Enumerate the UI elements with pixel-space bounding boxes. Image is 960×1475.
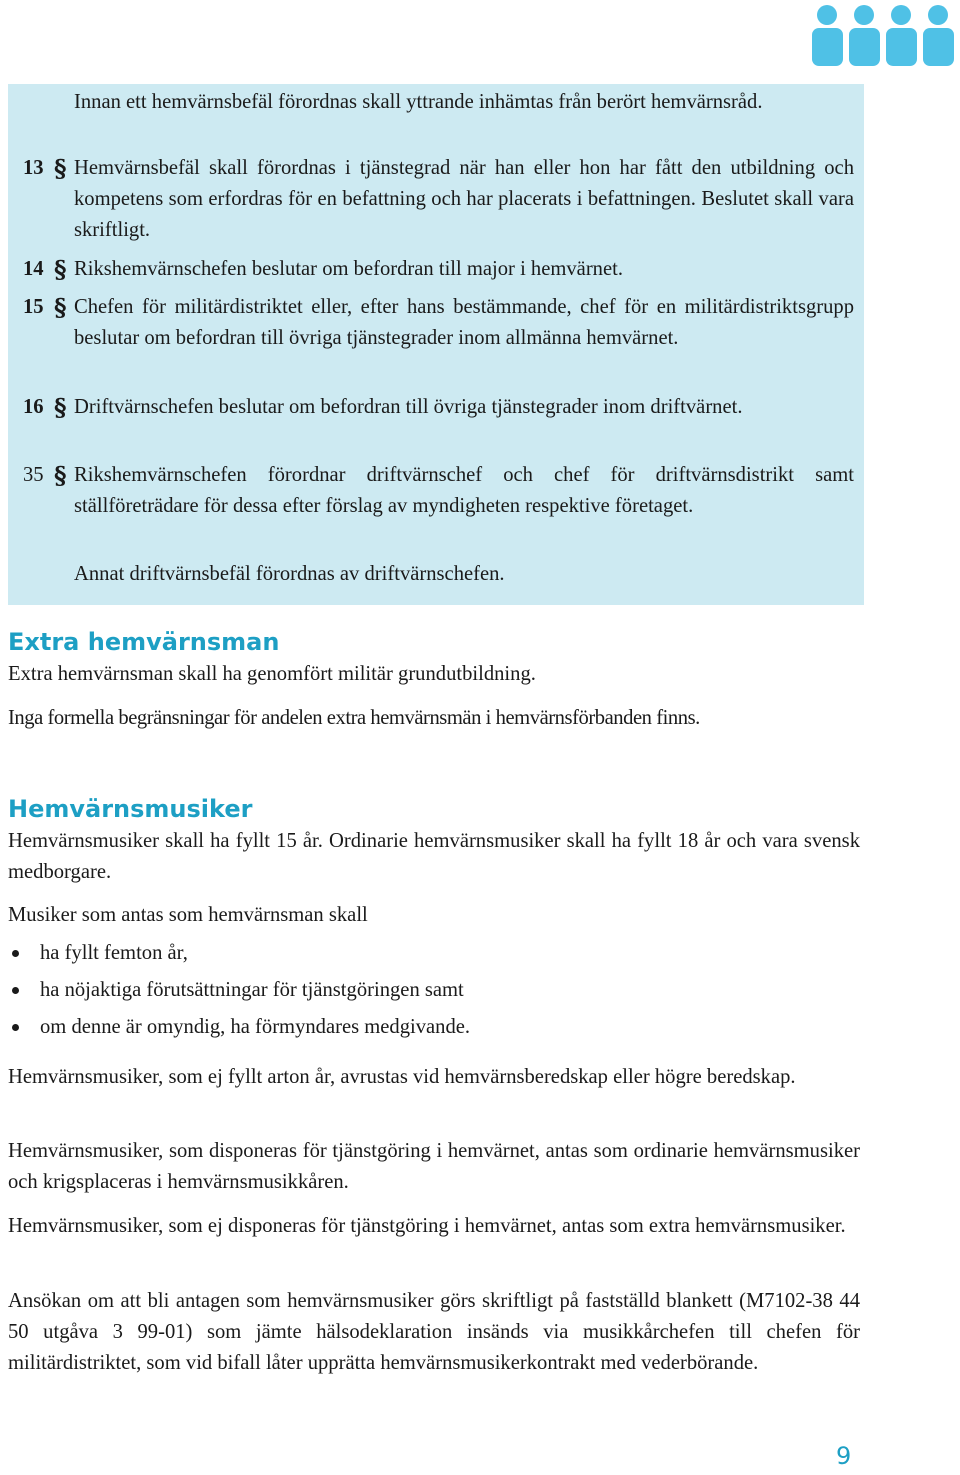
bullet-icon [12, 1024, 19, 1031]
section-number: 13 [23, 157, 44, 179]
section-sign-icon [52, 461, 72, 491]
musiker-paragraph-1: Hemvärnsmusiker skall ha fyllt 15 år. Ordinarie hemvärnsmusiker skall ha fyllt 18 år och vara svensk medborgare. [8, 830, 860, 883]
page-number: 9 [836, 1442, 852, 1470]
musiker-paragraph-4: Hemvärnsmusiker, som disponeras för tjänstgöring i hemvärnet, antas som ordinarie hemvärnsmusiker och krigsplaceras i hemvärnsmusikkåren. [8, 1140, 860, 1193]
box-intro: Innan ett hemvärnsbefäl förordnas skall yttrande inhämtas från berört hemvärnsråd. [74, 91, 763, 113]
musiker-paragraph-5: Hemvärnsmusiker, som ej disponeras för tjänstgöring i hemvärnet, antas som extra hemvärnsmusiker. [8, 1215, 846, 1237]
section-sign-icon [52, 393, 72, 423]
heading-hemvarnsmusiker: Hemvärnsmusiker [8, 795, 253, 823]
svg-text:§: § [54, 461, 67, 490]
regulation-box [8, 84, 864, 605]
extra-paragraph-1: Extra hemvärnsman skall ha genomfört militär grundutbildning. [8, 663, 536, 685]
section-number: 14 [23, 258, 44, 280]
section-sign-icon [52, 154, 72, 184]
svg-text:§: § [54, 293, 67, 322]
extra-paragraph-2: Inga formella begränsningar för andelen extra hemvärnsmän i hemvärnsförbanden finns. [8, 707, 700, 729]
bullet-icon [12, 950, 19, 957]
list-item: ha nöjaktiga förutsättningar för tjänstgöringen samt [8, 975, 860, 1012]
svg-text:§: § [54, 154, 67, 183]
section-text: Chefen för militärdistriktet eller, efter hans bestämmande, chef för en militärdistriktsgrupp beslutar om befordran till övriga tjänstegrader inom allmänna hemvärnet. [74, 296, 854, 349]
list-item: ha fyllt femton år, [8, 938, 860, 975]
musiker-paragraph-6: Ansökan om att bli antagen som hemvärnsmusiker görs skriftligt på fastställd blankett (M7102-38 44 50 utgåva 3 99-01) som jämte hälsodeklaration insänds via musikkårchefen till chefen för militärdistriktet, som vid bifall låter upprätta hemvärnsmusikerkontrakt med vederbörande. [8, 1290, 860, 1374]
box-outro: Annat driftvärnsbefäl förordnas av driftvärnschefen. [74, 563, 505, 585]
section-text: Driftvärnschefen beslutar om befordran till övriga tjänstegrader inom driftvärnet. [74, 396, 743, 418]
svg-text:§: § [54, 255, 67, 284]
section-text: Hemvärnsbefäl skall förordnas i tjänstegrad när han eller hon har fått den utbildning och kompetens som erfordras för en befattning och har placerats i befattningen. Beslutet skall vara skriftligt. [74, 157, 854, 241]
musiker-paragraph-3: Hemvärnsmusiker, som ej fyllt arton år, avrustas vid hemvärnsberedskap eller högre beredskap. [8, 1066, 796, 1088]
people-logo-icon [810, 4, 958, 66]
list-item: om denne är omyndig, ha förmyndares medgivande. [8, 1012, 860, 1049]
section-sign-icon [52, 255, 72, 285]
section-text: Rikshemvärnschefen förordnar driftvärnschef och chef för driftvärnsdistrikt samt ställföreträdare för dessa efter förslag av myndigheten respektive företaget. [74, 464, 854, 517]
requirements-list [8, 938, 860, 1049]
heading-extra-hemvarnsman: Extra hemvärnsman [8, 628, 280, 656]
section-sign-icon [52, 293, 72, 323]
section-number: 16 [23, 396, 44, 418]
section-text: Rikshemvärnschefen beslutar om befordran till major i hemvärnet. [74, 258, 623, 280]
section-number: 15 [23, 296, 44, 318]
musiker-paragraph-2: Musiker som antas som hemvärnsman skall [8, 904, 368, 926]
svg-text:§: § [54, 393, 67, 422]
section-number: 35 [23, 464, 44, 486]
bullet-icon [12, 987, 19, 994]
